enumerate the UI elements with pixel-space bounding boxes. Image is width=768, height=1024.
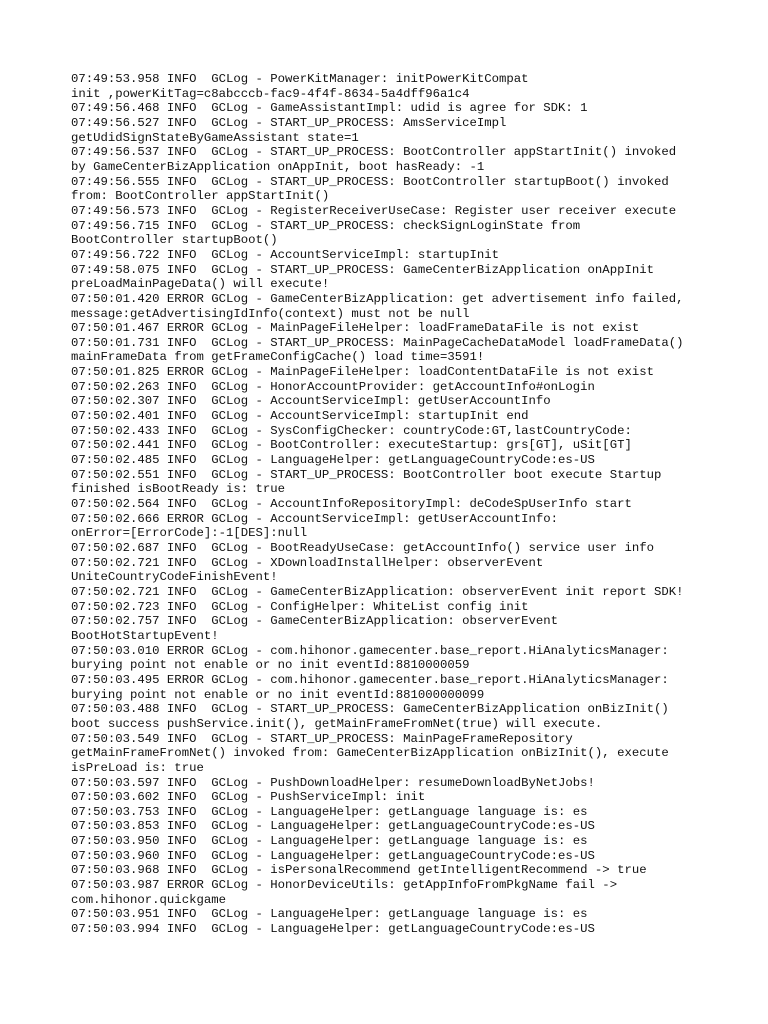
log-line: 07:50:01.825 ERROR GCLog - MainPageFileHelper: loadContentDataFile is not exist <box>71 365 654 380</box>
log-line: 07:49:56.573 INFO GCLog - RegisterReceiverUseCase: Register user receiver execute <box>71 203 677 218</box>
log-line: 07:49:56.722 INFO GCLog - AccountServiceImpl: startupInit <box>71 247 500 262</box>
log-line: BootHotStartupEvent! <box>71 628 219 643</box>
log-line: 07:50:01.467 ERROR GCLog - MainPageFileHelper: loadFrameDataFile is not exist <box>71 321 640 336</box>
log-line: 07:49:56.715 INFO GCLog - START_UP_PROCESS: checkSignLoginState from <box>71 218 581 233</box>
log-line: finished isBootReady is: true <box>71 482 286 497</box>
log-line: 07:50:02.564 INFO GCLog - AccountInfoRepositoryImpl: deCodeSpUserInfo start <box>71 497 632 512</box>
log-line: by GameCenterBizApplication onAppInit, boot hasReady: -1 <box>71 159 485 174</box>
log-line: 07:50:02.666 ERROR GCLog - AccountServiceImpl: getUserAccountInfo: <box>71 511 559 526</box>
log-line: preLoadMainPageData() will execute! <box>71 277 330 292</box>
log-line: init ,powerKitTag=c8abcccb-fac9-4f4f-8634-5a4dff96a1c4 <box>71 86 470 101</box>
log-line: burying point not enable or no init eventId:8810000059 <box>71 658 470 673</box>
log-line: from: BootController appStartInit() <box>71 189 330 204</box>
log-line: 07:50:03.960 INFO GCLog - LanguageHelper: getLanguageCountryCode:es-US <box>71 848 595 863</box>
log-line: 07:49:56.555 INFO GCLog - START_UP_PROCESS: BootController startupBoot() invoked <box>71 174 669 189</box>
log-line: 07:49:56.537 INFO GCLog - START_UP_PROCESS: BootController appStartInit() invoked <box>71 145 677 160</box>
log-line: 07:50:02.401 INFO GCLog - AccountServiceImpl: startupInit end <box>71 409 529 424</box>
log-line: message:getAdvertisingIdInfo(context) must not be null <box>71 306 470 321</box>
log-line: 07:50:03.602 INFO GCLog - PushServiceImpl: init <box>71 790 426 805</box>
log-text-block <box>71 72 711 937</box>
log-line: 07:50:02.721 INFO GCLog - GameCenterBizApplication: observerEvent init report SDK! <box>71 584 684 599</box>
log-line: 07:50:02.263 INFO GCLog - HonorAccountProvider: getAccountInfo#onLogin <box>71 379 595 394</box>
log-line: 07:50:03.597 INFO GCLog - PushDownloadHelper: resumeDownloadByNetJobs! <box>71 775 595 790</box>
log-line: 07:50:03.987 ERROR GCLog - HonorDeviceUtils: getAppInfoFromPkgName fail -> <box>71 878 618 893</box>
log-line: isPreLoad is: true <box>71 760 204 775</box>
log-line: BootController startupBoot() <box>71 233 278 248</box>
log-line: 07:50:03.950 INFO GCLog - LanguageHelper: getLanguage language is: es <box>71 834 588 849</box>
log-line: onError=[ErrorCode]:-1[DES]:null <box>71 526 308 541</box>
log-line: 07:50:03.994 INFO GCLog - LanguageHelper: getLanguageCountryCode:es-US <box>71 922 595 937</box>
log-line: 07:50:03.853 INFO GCLog - LanguageHelper: getLanguageCountryCode:es-US <box>71 819 595 834</box>
log-line: 07:49:56.468 INFO GCLog - GameAssistantImpl: udid is agree for SDK: 1 <box>71 101 588 116</box>
log-line: 07:50:01.420 ERROR GCLog - GameCenterBizApplication: get advertisement info failed, <box>71 291 684 306</box>
log-line: 07:50:03.488 INFO GCLog - START_UP_PROCESS: GameCenterBizApplication onBizInit() <box>71 702 669 717</box>
log-line: UniteCountryCodeFinishEvent! <box>71 570 278 585</box>
log-line: boot success pushService.init(), getMainFrameFromNet(true) will execute. <box>71 716 603 731</box>
log-line: 07:50:02.757 INFO GCLog - GameCenterBizApplication: observerEvent <box>71 614 559 629</box>
log-line: getUdidSignStateByGameAssistant state=1 <box>71 130 359 145</box>
log-line: 07:50:02.485 INFO GCLog - LanguageHelper: getLanguageCountryCode:es-US <box>71 453 595 468</box>
log-line: 07:50:03.549 INFO GCLog - START_UP_PROCESS: MainPageFrameRepository <box>71 731 573 746</box>
log-line: com.hihonor.quickgame <box>71 892 226 907</box>
log-line: 07:50:02.687 INFO GCLog - BootReadyUseCase: getAccountInfo() service user info <box>71 541 654 555</box>
log-line: 07:50:02.433 INFO GCLog - SysConfigChecker: countryCode:GT,lastCountryCode: <box>71 423 632 438</box>
log-line: 07:49:58.075 INFO GCLog - START_UP_PROCESS: GameCenterBizApplication onAppInit <box>71 262 654 277</box>
log-line: 07:50:02.551 INFO GCLog - START_UP_PROCESS: BootController boot execute Startup <box>71 467 662 482</box>
log-line: 07:50:03.753 INFO GCLog - LanguageHelper: getLanguage language is: es <box>71 804 588 819</box>
log-line: 07:50:03.495 ERROR GCLog - com.hihonor.gamecenter.base_report.HiAnalyticsManager: <box>71 672 669 687</box>
log-line: 07:49:56.527 INFO GCLog - START_UP_PROCESS: AmsServiceImpl <box>71 115 507 130</box>
log-line: 07:50:02.721 INFO GCLog - XDownloadInstallHelper: observerEvent <box>71 555 544 570</box>
log-line: mainFrameData from getFrameConfigCache() load time=3591! <box>71 350 485 365</box>
log-line: 07:50:02.723 INFO GCLog - ConfigHelper: WhiteList config init <box>71 599 529 614</box>
log-document <box>71 72 711 937</box>
log-line: burying point not enable or no init eventId:881000000099 <box>71 687 485 702</box>
log-line: getMainFrameFromNet() invoked from: GameCenterBizApplication onBizInit(), execute <box>71 746 669 761</box>
log-line: 07:49:53.958 INFO GCLog - PowerKitManager: initPowerKitCompat <box>71 72 529 86</box>
log-line: 07:50:03.968 INFO GCLog - isPersonalRecommend getIntelligentRecommend -> true <box>71 863 647 878</box>
log-line: 07:50:01.731 INFO GCLog - START_UP_PROCESS: MainPageCacheDataModel loadFrameData() <box>71 335 684 350</box>
log-line: 07:50:02.307 INFO GCLog - AccountServiceImpl: getUserAccountInfo <box>71 394 551 409</box>
log-line: 07:50:02.441 INFO GCLog - BootController: executeStartup: grs[GT], uSit[GT] <box>71 438 632 453</box>
log-line: 07:50:03.951 INFO GCLog - LanguageHelper: getLanguage language is: es <box>71 907 588 922</box>
log-line: 07:50:03.010 ERROR GCLog - com.hihonor.gamecenter.base_report.HiAnalyticsManager: <box>71 643 669 658</box>
